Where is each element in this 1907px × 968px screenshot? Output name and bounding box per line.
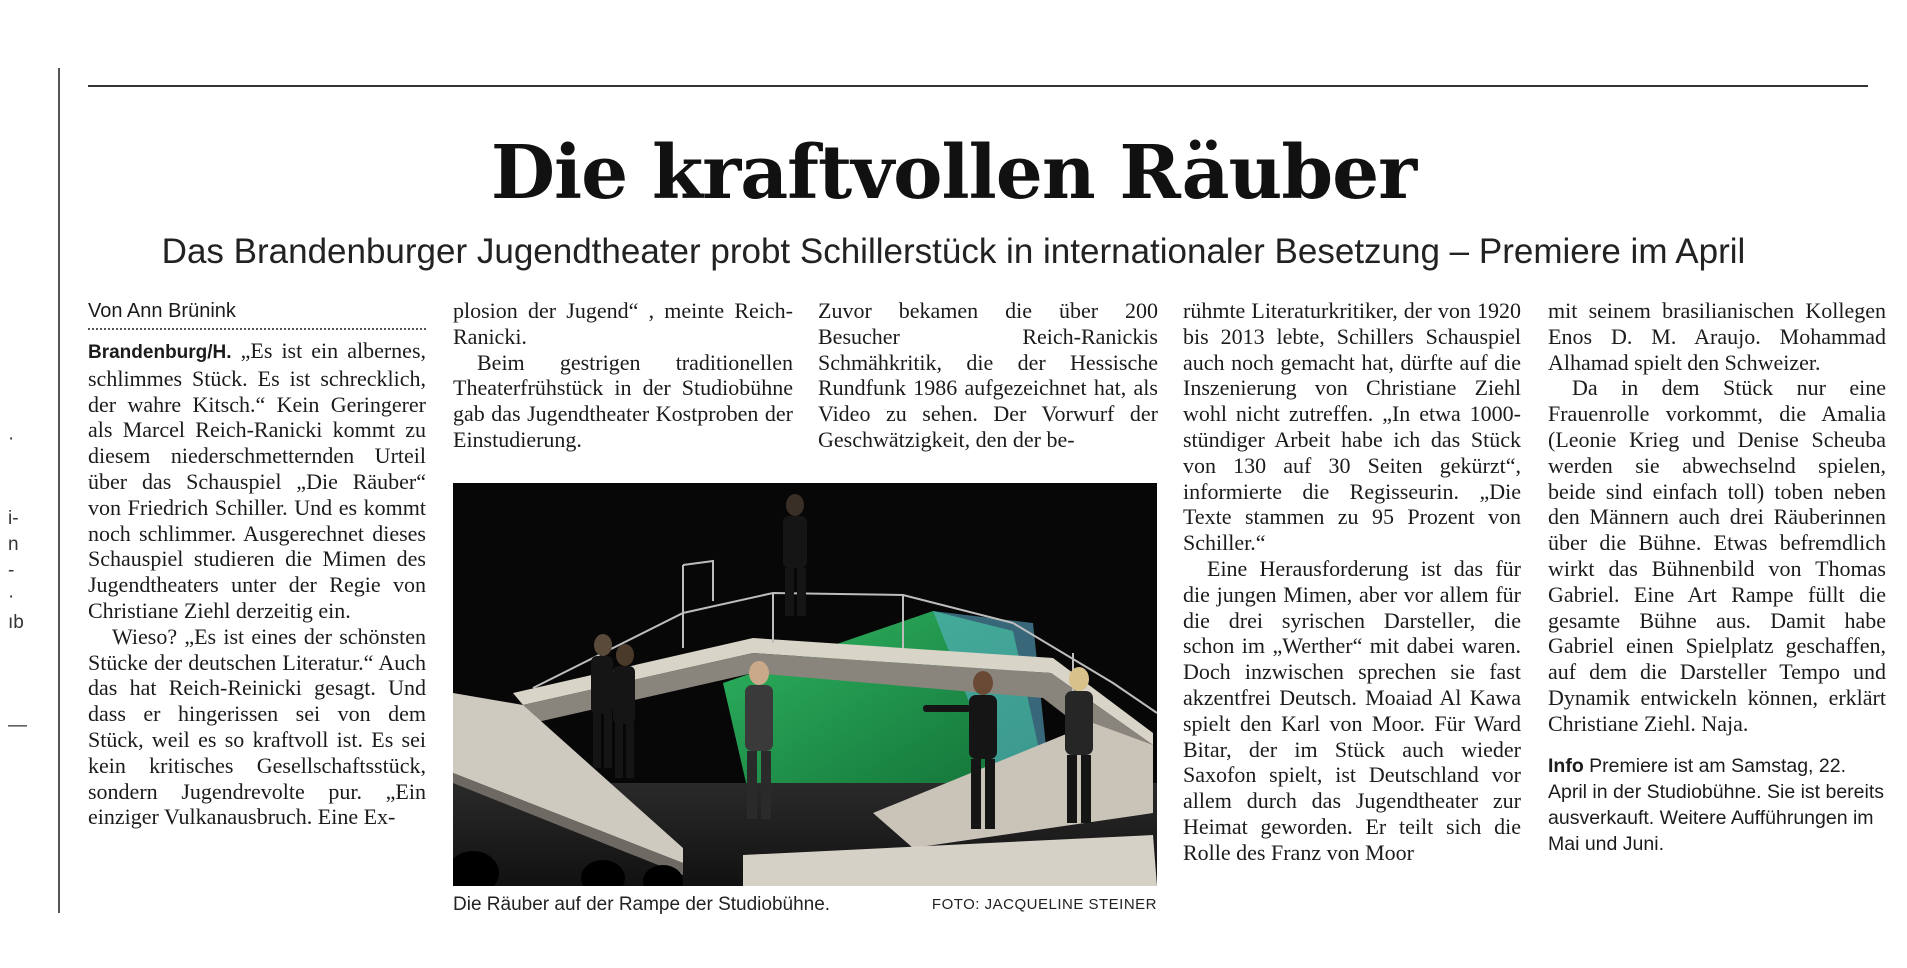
photo-caption-row xyxy=(453,894,1157,920)
article-column-1 xyxy=(88,298,426,830)
paragraph: Wieso? „Es ist eines der schönsten Stücke der deutschen Literatur.“ Auch das hat Reich-Reinicki gesagt. Und dass er hingerissen sei von dem Stück, weil es so kraftvoll ist. Es sei kein kritisches Gesellschaftsstück, sondern Jugendrevolte pur. „Ein einziger Vulkanausbruch. Eine Ex- xyxy=(88,623,426,830)
margin-fragment: - xyxy=(8,560,15,581)
article-column-3 xyxy=(818,298,1158,453)
paragraph-text: „Es ist ein albernes, schlimmes Stück. Es ist schrecklich, der wahre Kitsch.“ Kein Geringerer als Marcel Reich-Ranicki kommt zu diesem niederschmetternden Urteil über das Schauspiel „Die Räuber“ von Friedrich Schiller. Und es kommt noch schlimmer. Ausgerechnet dieses Schauspiel studieren die Mimen des Jugendtheaters unter der Regie von Christiane Ziehl derzeitig ein. xyxy=(88,338,426,623)
dateline: Brandenburg/H. xyxy=(88,342,232,363)
info-box xyxy=(1548,753,1886,857)
paragraph: plosion der Jugend“ , meinte Reich-Ranicki. xyxy=(453,298,793,349)
subheadline: Das Brandenburger Jugendtheater probt Schillerstück in internationaler Besetzung – Premiere im April xyxy=(161,232,1746,271)
paragraph xyxy=(88,338,426,624)
margin-fragment: ıb xyxy=(8,612,24,633)
margin-fragment: · xyxy=(8,586,15,607)
headline: Die kraftvollen Räuber xyxy=(490,130,1417,216)
paragraph: Zuvor bekamen die über 200 Besucher Reich-Ranickis Schmähkritik, die der Hessische Rundfunk 1986 aufgezeichnet hat, als Video zu sehen. Der Vorwurf der Geschwätzigkeit, den der be- xyxy=(818,298,1158,452)
article-column-4 xyxy=(1183,298,1521,866)
top-rule xyxy=(88,85,1868,87)
margin-fragment: — xyxy=(8,715,27,736)
article-column-2 xyxy=(453,298,793,453)
photo-credit: FOTO: JACQUELINE STEINER xyxy=(931,896,1157,913)
byline: Von Ann Brünink xyxy=(88,298,426,330)
article-column-5 xyxy=(1548,298,1886,857)
paragraph: Beim gestrigen traditionellen Theaterfrühstück in der Studiobühne gab das Jugendtheater Kostproben der Einstudierung. xyxy=(453,349,793,452)
margin-fragment: i- xyxy=(8,508,19,529)
margin-fragment: n xyxy=(8,534,19,555)
photo-caption: Die Räuber auf der Rampe der Studiobühne. xyxy=(453,894,831,915)
margin-fragment: · xyxy=(8,428,15,449)
paragraph: Eine Herausforderung ist das für die jungen Mimen, aber vor allem für die drei syrischen Darsteller, die schon im „Werther“ mit dabei waren. Doch inzwischen sprechen sie fast akzentfrei Deutsch. Moaiad Al Kawa spielt den Karl von Moor. Für Ward Bitar, der im Stück auch wieder Saxofon spielt, ist Deutschland vor allem durch das Jugendtheater zur Heimat geworden. Er teilt sich die Rolle des Franz von Moor xyxy=(1183,555,1521,865)
stage-photo xyxy=(453,483,1157,886)
info-label: Info xyxy=(1548,754,1584,777)
paragraph: Da in dem Stück nur eine Frauenrolle vorkommt, die Amalia (Leonie Krieg und Denise Scheuba werden sie abwechselnd spielen, beide sind einfach toll) toben neben den Männern auch drei Räuberinnen über die Bühne. Etwas befremdlich wirkt das Bühnenbild von Thomas Gabriel. Eine Art Rampe füllt die gesamte Bühne aus. Damit habe Gabriel einen Spielplatz geschaffen, auf dem die Darsteller Tempo und Dynamik entwickeln können, erklärt Christiane Ziehl. Naja. xyxy=(1548,375,1886,736)
info-text: Premiere ist am Samstag, 22. April in der Studiobühne. Sie ist bereits ausverkauft. Weitere Aufführungen im Mai und Juni. xyxy=(1548,754,1885,855)
paragraph: rühmte Literaturkritiker, der von 1920 bis 2013 lebte, Schillers Schauspiel auch noch gemacht hat, dürfte auf die Inszenierung von Christiane Ziehl wohl nicht zutreffen. „In etwa 1000-stündiger Arbeit habe ich das Stück von 130 auf 30 Seiten gekürzt“, informierte die Regisseurin. „Die Texte stammen zu 95 Prozent von Schiller.“ xyxy=(1183,298,1521,556)
paragraph: mit seinem brasilianischen Kollegen Enos D. M. Araujo. Mohammad Alhamad spielt den Schweizer. xyxy=(1548,298,1886,375)
